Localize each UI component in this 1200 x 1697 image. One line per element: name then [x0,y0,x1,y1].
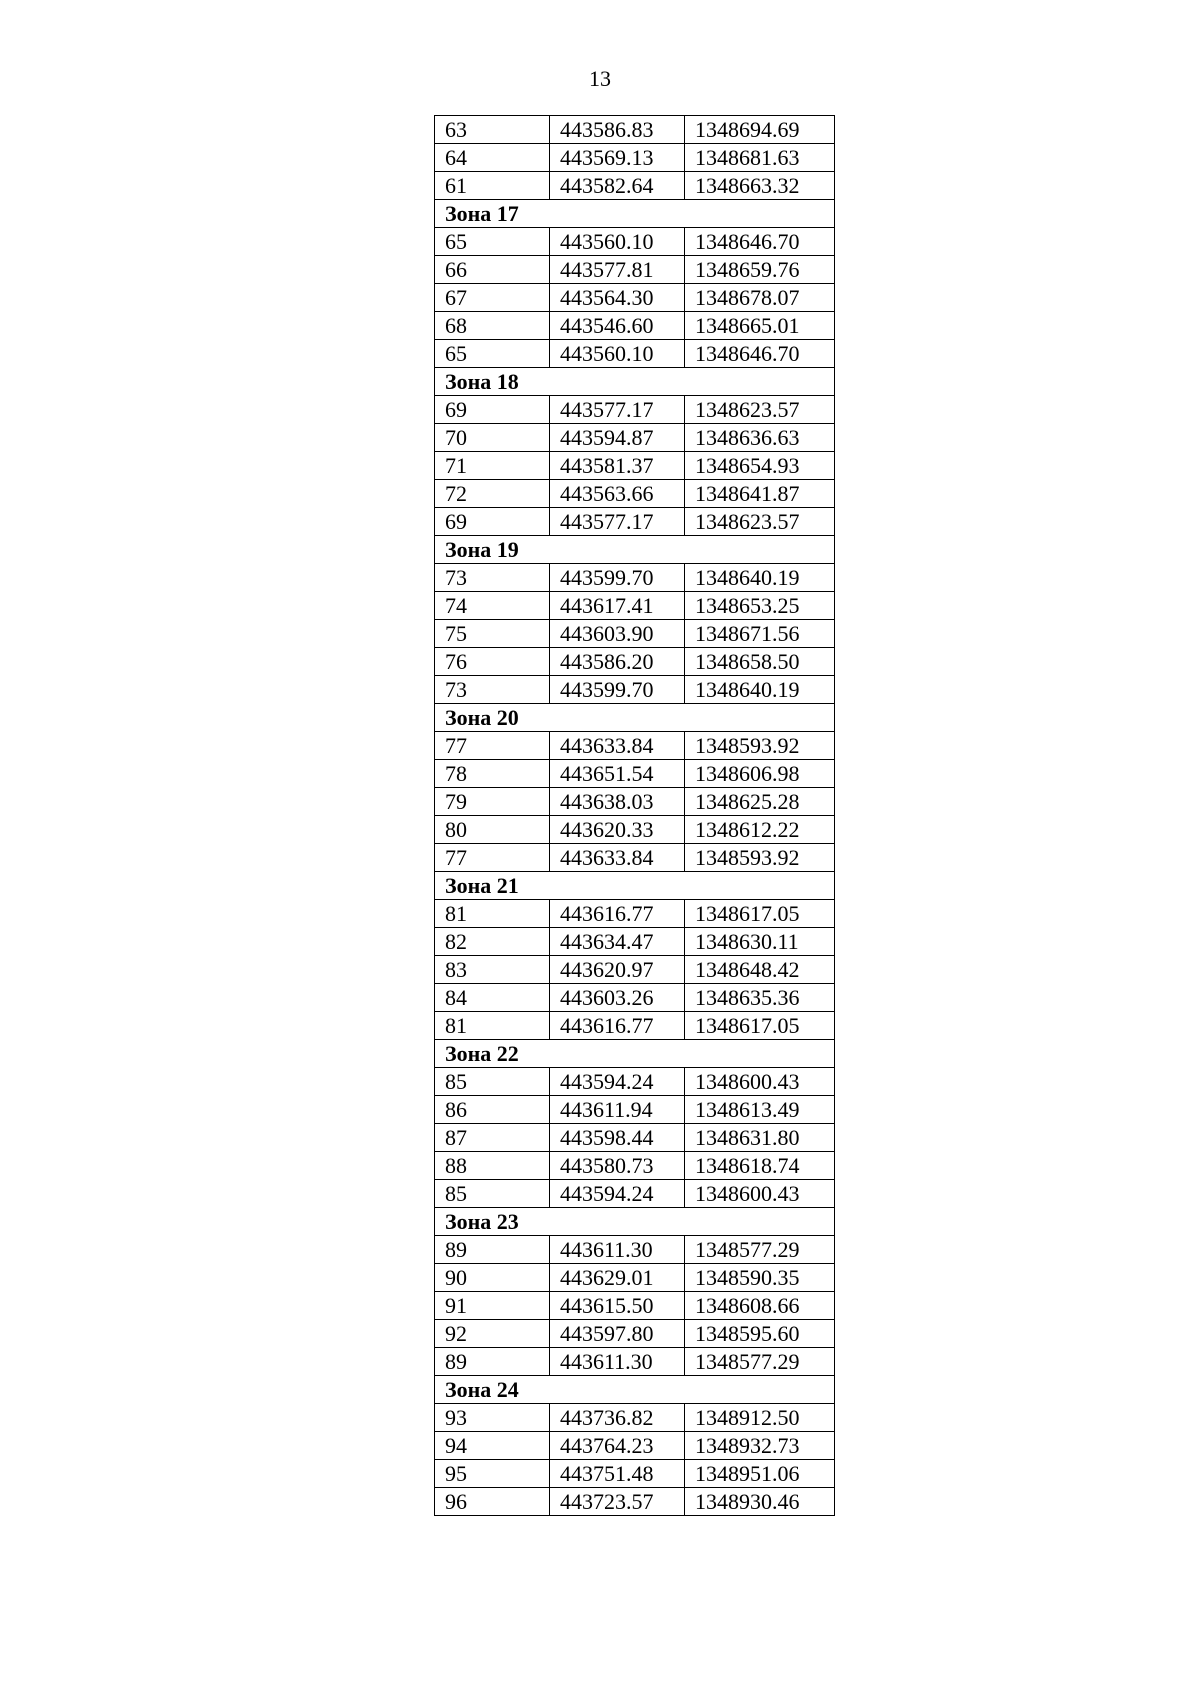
table-row [435,508,835,536]
y-coordinate-cell: 1348665.01 [685,312,835,340]
x-coordinate-cell: 443629.01 [550,1264,685,1292]
table-row [435,1460,835,1488]
x-coordinate-cell: 443634.47 [550,928,685,956]
y-coordinate-cell: 1348593.92 [685,844,835,872]
table-row [435,1180,835,1208]
y-coordinate-cell: 1348590.35 [685,1264,835,1292]
point-number-cell: 84 [435,984,550,1012]
point-number-cell: 78 [435,760,550,788]
x-coordinate-cell: 443611.30 [550,1236,685,1264]
table-row [435,564,835,592]
zone-header-row [435,536,835,564]
point-number-cell: 67 [435,284,550,312]
y-coordinate-cell: 1348912.50 [685,1404,835,1432]
table-row [435,1096,835,1124]
x-coordinate-cell: 443599.70 [550,676,685,704]
y-coordinate-cell: 1348681.63 [685,144,835,172]
x-coordinate-cell: 443594.24 [550,1068,685,1096]
table-row [435,1236,835,1264]
zone-label: Зона 23 [435,1208,835,1236]
table-row [435,1432,835,1460]
x-coordinate-cell: 443620.33 [550,816,685,844]
table-row [435,1292,835,1320]
x-coordinate-cell: 443582.64 [550,172,685,200]
point-number-cell: 80 [435,816,550,844]
table-row [435,116,835,144]
x-coordinate-cell: 443764.23 [550,1432,685,1460]
table-row [435,1012,835,1040]
y-coordinate-cell: 1348653.25 [685,592,835,620]
x-coordinate-cell: 443599.70 [550,564,685,592]
point-number-cell: 85 [435,1180,550,1208]
table-row [435,312,835,340]
point-number-cell: 89 [435,1348,550,1376]
y-coordinate-cell: 1348671.56 [685,620,835,648]
point-number-cell: 93 [435,1404,550,1432]
point-number-cell: 77 [435,844,550,872]
x-coordinate-cell: 443723.57 [550,1488,685,1516]
y-coordinate-cell: 1348600.43 [685,1180,835,1208]
y-coordinate-cell: 1348641.87 [685,480,835,508]
x-coordinate-cell: 443633.84 [550,732,685,760]
x-coordinate-cell: 443581.37 [550,452,685,480]
x-coordinate-cell: 443611.30 [550,1348,685,1376]
point-number-cell: 63 [435,116,550,144]
table-row [435,844,835,872]
zone-header-row [435,200,835,228]
x-coordinate-cell: 443564.30 [550,284,685,312]
zone-label: Зона 22 [435,1040,835,1068]
zone-header-row [435,872,835,900]
table-row [435,1404,835,1432]
x-coordinate-cell: 443598.44 [550,1124,685,1152]
y-coordinate-cell: 1348630.11 [685,928,835,956]
table-row [435,144,835,172]
table-row [435,816,835,844]
y-coordinate-cell: 1348654.93 [685,452,835,480]
point-number-cell: 69 [435,396,550,424]
x-coordinate-cell: 443597.80 [550,1320,685,1348]
point-number-cell: 90 [435,1264,550,1292]
point-number-cell: 95 [435,1460,550,1488]
table-row [435,340,835,368]
point-number-cell: 94 [435,1432,550,1460]
x-coordinate-cell: 443577.17 [550,396,685,424]
x-coordinate-cell: 443586.20 [550,648,685,676]
table-row [435,1124,835,1152]
y-coordinate-cell: 1348678.07 [685,284,835,312]
point-number-cell: 72 [435,480,550,508]
point-number-cell: 68 [435,312,550,340]
point-number-cell: 91 [435,1292,550,1320]
zone-header-row [435,704,835,732]
point-number-cell: 86 [435,1096,550,1124]
y-coordinate-cell: 1348606.98 [685,760,835,788]
point-number-cell: 82 [435,928,550,956]
table-row [435,676,835,704]
x-coordinate-cell: 443751.48 [550,1460,685,1488]
y-coordinate-cell: 1348613.49 [685,1096,835,1124]
table-row [435,1320,835,1348]
page-number: 13 [589,66,611,91]
y-coordinate-cell: 1348648.42 [685,956,835,984]
x-coordinate-cell: 443577.17 [550,508,685,536]
y-coordinate-cell: 1348930.46 [685,1488,835,1516]
point-number-cell: 92 [435,1320,550,1348]
x-coordinate-cell: 443736.82 [550,1404,685,1432]
table-row [435,592,835,620]
x-coordinate-cell: 443638.03 [550,788,685,816]
y-coordinate-cell: 1348635.36 [685,984,835,1012]
zone-label: Зона 17 [435,200,835,228]
point-number-cell: 74 [435,592,550,620]
table-row [435,956,835,984]
y-coordinate-cell: 1348623.57 [685,508,835,536]
point-number-cell: 70 [435,424,550,452]
x-coordinate-cell: 443616.77 [550,1012,685,1040]
x-coordinate-cell: 443633.84 [550,844,685,872]
y-coordinate-cell: 1348636.63 [685,424,835,452]
point-number-cell: 96 [435,1488,550,1516]
table-row [435,1488,835,1516]
table-row [435,228,835,256]
x-coordinate-cell: 443577.81 [550,256,685,284]
x-coordinate-cell: 443586.83 [550,116,685,144]
point-number-cell: 79 [435,788,550,816]
zone-label: Зона 21 [435,872,835,900]
point-number-cell: 73 [435,676,550,704]
x-coordinate-cell: 443580.73 [550,1152,685,1180]
y-coordinate-cell: 1348623.57 [685,396,835,424]
y-coordinate-cell: 1348932.73 [685,1432,835,1460]
zone-label: Зона 20 [435,704,835,732]
point-number-cell: 77 [435,732,550,760]
y-coordinate-cell: 1348659.76 [685,256,835,284]
point-number-cell: 83 [435,956,550,984]
y-coordinate-cell: 1348617.05 [685,900,835,928]
x-coordinate-cell: 443603.90 [550,620,685,648]
point-number-cell: 73 [435,564,550,592]
table-row [435,648,835,676]
table-row [435,284,835,312]
y-coordinate-cell: 1348612.22 [685,816,835,844]
point-number-cell: 88 [435,1152,550,1180]
x-coordinate-cell: 443651.54 [550,760,685,788]
point-number-cell: 81 [435,900,550,928]
point-number-cell: 69 [435,508,550,536]
point-number-cell: 81 [435,1012,550,1040]
point-number-cell: 75 [435,620,550,648]
y-coordinate-cell: 1348640.19 [685,564,835,592]
y-coordinate-cell: 1348618.74 [685,1152,835,1180]
y-coordinate-cell: 1348663.32 [685,172,835,200]
zone-header-row [435,368,835,396]
table-row [435,256,835,284]
point-number-cell: 89 [435,1236,550,1264]
zone-label: Зона 18 [435,368,835,396]
y-coordinate-cell: 1348646.70 [685,340,835,368]
table-row [435,480,835,508]
point-number-cell: 87 [435,1124,550,1152]
table-row [435,172,835,200]
x-coordinate-cell: 443611.94 [550,1096,685,1124]
zone-label: Зона 19 [435,536,835,564]
point-number-cell: 66 [435,256,550,284]
point-number-cell: 71 [435,452,550,480]
x-coordinate-cell: 443617.41 [550,592,685,620]
y-coordinate-cell: 1348640.19 [685,676,835,704]
table-row [435,732,835,760]
y-coordinate-cell: 1348608.66 [685,1292,835,1320]
point-number-cell: 65 [435,228,550,256]
x-coordinate-cell: 443546.60 [550,312,685,340]
table-row [435,984,835,1012]
zone-header-row [435,1040,835,1068]
y-coordinate-cell: 1348658.50 [685,648,835,676]
zone-header-row [435,1208,835,1236]
point-number-cell: 65 [435,340,550,368]
table-row [435,1264,835,1292]
table-row [435,424,835,452]
table-row [435,1152,835,1180]
point-number-cell: 85 [435,1068,550,1096]
point-number-cell: 76 [435,648,550,676]
y-coordinate-cell: 1348617.05 [685,1012,835,1040]
y-coordinate-cell: 1348625.28 [685,788,835,816]
x-coordinate-cell: 443603.26 [550,984,685,1012]
table-row [435,1068,835,1096]
zone-label: Зона 24 [435,1376,835,1404]
table-row [435,928,835,956]
y-coordinate-cell: 1348631.80 [685,1124,835,1152]
table-row [435,620,835,648]
y-coordinate-cell: 1348951.06 [685,1460,835,1488]
table-row [435,452,835,480]
table-row [435,1348,835,1376]
y-coordinate-cell: 1348646.70 [685,228,835,256]
y-coordinate-cell: 1348595.60 [685,1320,835,1348]
y-coordinate-cell: 1348577.29 [685,1348,835,1376]
coordinates-table-body [435,116,835,1516]
y-coordinate-cell: 1348577.29 [685,1236,835,1264]
x-coordinate-cell: 443560.10 [550,340,685,368]
table-row [435,760,835,788]
zone-header-row [435,1376,835,1404]
point-number-cell: 64 [435,144,550,172]
x-coordinate-cell: 443563.66 [550,480,685,508]
x-coordinate-cell: 443594.24 [550,1180,685,1208]
x-coordinate-cell: 443616.77 [550,900,685,928]
x-coordinate-cell: 443569.13 [550,144,685,172]
table-row [435,396,835,424]
point-number-cell: 61 [435,172,550,200]
coordinates-table [434,115,835,1516]
table-row [435,900,835,928]
x-coordinate-cell: 443594.87 [550,424,685,452]
y-coordinate-cell: 1348593.92 [685,732,835,760]
y-coordinate-cell: 1348694.69 [685,116,835,144]
x-coordinate-cell: 443560.10 [550,228,685,256]
x-coordinate-cell: 443615.50 [550,1292,685,1320]
x-coordinate-cell: 443620.97 [550,956,685,984]
y-coordinate-cell: 1348600.43 [685,1068,835,1096]
table-row [435,788,835,816]
